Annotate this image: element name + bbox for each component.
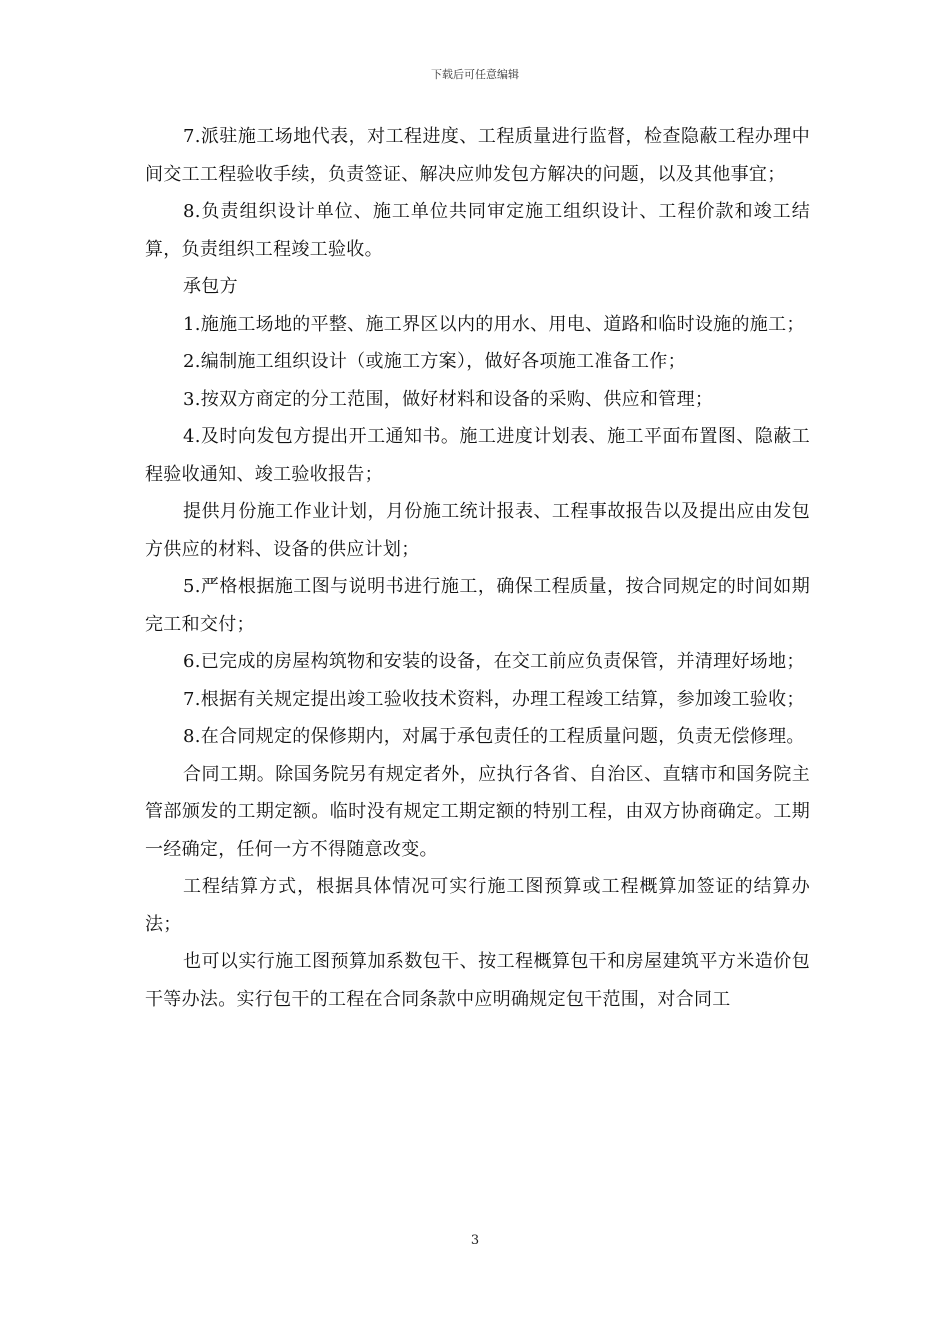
page-number: 3 bbox=[470, 1233, 480, 1248]
paragraph: 1.施施工场地的平整、施工界区以内的用水、用电、道路和临时设施的施工； bbox=[183, 313, 805, 335]
page-header-note: 下载后可任意编辑 bbox=[431, 68, 519, 81]
paragraph: 6.已完成的房屋构筑物和安装的设备，在交工前应负责保管，并清理好场地； bbox=[183, 651, 805, 672]
paragraph: 2.编制施工组织设计（或施工方案），做好各项施工准备工作； bbox=[183, 351, 686, 372]
section-heading: 承包方 bbox=[183, 276, 238, 297]
paragraph: 7.派驻施工场地代表，对工程进度、工程质量进行监督，检查隐蔽工程办理中间交工工程验收手续，负责签证、解决应帅发包方解决的问题，以及其他事宜； bbox=[145, 126, 810, 185]
paragraph: 4.及时向发包方提出开工通知书。施工进度计划表、施工平面布置图、隐蔽工程验收通知、竣工验收报告； bbox=[145, 426, 810, 485]
paragraph: 8.在合同规定的保修期内，对属于承包责任的工程质量问题，负责无偿修理。 bbox=[183, 726, 805, 747]
paragraph: 5.严格根据施工图与说明书进行施工，确保工程质量，按合同规定的时间如期完工和交付； bbox=[145, 576, 810, 635]
paragraph: 也可以实行施工图预算加系数包干、按工程概算包干和房屋建筑平方米造价包干等办法。实行包干的工程在合同条款中应明确规定包干范围，对合同工 bbox=[145, 951, 810, 1010]
paragraph: 合同工期。除国务院另有规定者外，应执行各省、自治区、直辖市和国务院主管部颁发的工期定额。临时没有规定工期定额的特别工程，由双方协商确定。工期一经确定，任何一方不得随意改变。 bbox=[145, 763, 810, 860]
paragraph: 7.根据有关规定提出竣工验收技术资料，办理工程竣工结算，参加竣工验收； bbox=[183, 688, 805, 710]
document-body bbox=[145, 118, 810, 1018]
paragraph: 提供月份施工作业计划，月份施工统计报表、工程事故报告以及提出应由发包方供应的材料、设备的供应计划； bbox=[145, 501, 810, 560]
paragraph: 工程结算方式，根据具体情况可实行施工图预算或工程概算加签证的结算办法； bbox=[145, 876, 810, 935]
paragraph: 3.按双方商定的分工范围，做好材料和设备的采购、供应和管理； bbox=[183, 388, 714, 410]
paragraph: 8.负责组织设计单位、施工单位共同审定施工组织设计、工程价款和竣工结算，负责组织工程竣工验收。 bbox=[145, 201, 810, 260]
